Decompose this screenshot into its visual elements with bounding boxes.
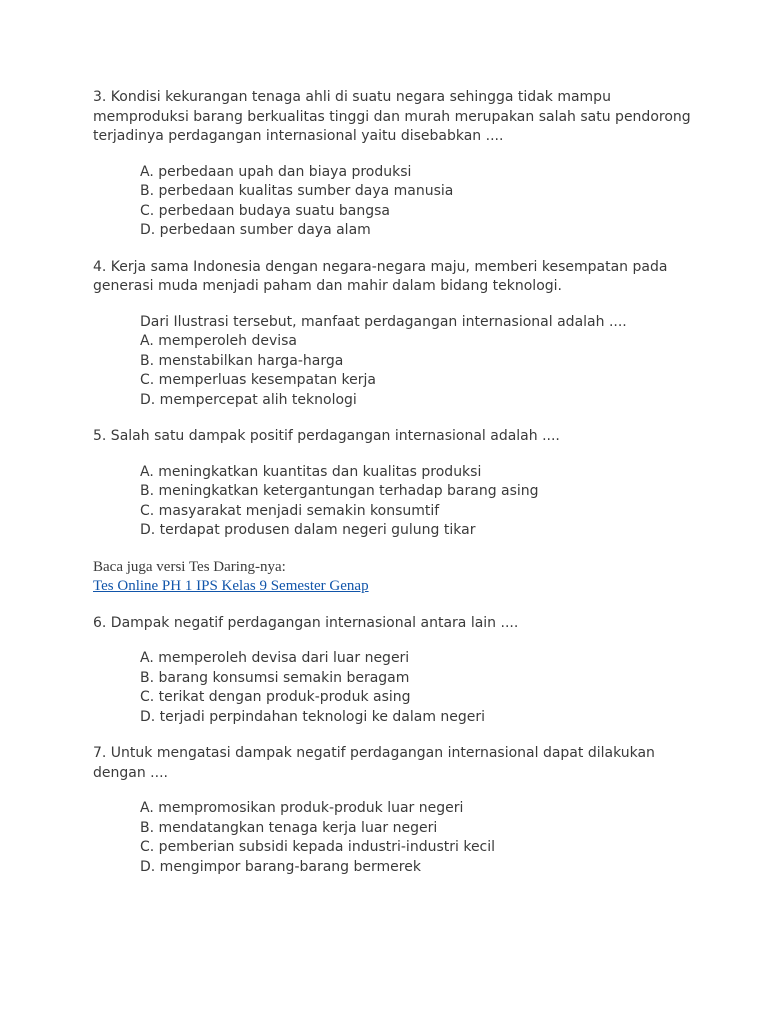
- option-a: A. mempromosikan produk-produk luar negeri: [140, 800, 464, 816]
- option-a: A. memperoleh devisa dari luar negeri: [140, 650, 410, 666]
- option-b: B. menstabilkan harga-harga: [140, 352, 344, 369]
- option-a: A. memperoleh devisa: [140, 333, 298, 349]
- question-line: dengan ....: [93, 764, 168, 781]
- question-6: [93, 614, 693, 728]
- question-line: 6. Dampak negatif perdagangan internasional antara lain ....: [93, 614, 519, 631]
- option-b: B. perbedaan kualitas sumber daya manusia: [140, 183, 454, 199]
- option-a: A. meningkatkan kuantitas dan kualitas produksi: [140, 463, 482, 480]
- question-line: memproduksi barang berkualitas tinggi dan murah merupakan salah satu pendorong: [93, 108, 691, 125]
- question-5-options: [140, 463, 693, 541]
- question-3: [93, 88, 693, 241]
- question-line: terjadinya perdagangan internasional yaitu disebabkan ....: [93, 128, 504, 144]
- question-6-text: [93, 614, 693, 634]
- question-4: [93, 258, 693, 411]
- question-7-options: [140, 799, 693, 877]
- option-c: C. perbedaan budaya suatu bangsa: [140, 202, 390, 219]
- option-c: C. pemberian subsidi kepada industri-industri kecil: [140, 839, 496, 855]
- option-a: A. perbedaan upah dan biaya produksi: [140, 163, 412, 180]
- question-7-text: [93, 744, 693, 783]
- option-d: D. mengimpor barang-barang bermerek: [140, 858, 421, 875]
- option-b: B. mendatangkan tenaga kerja luar negeri: [140, 819, 438, 836]
- option-d: D. mempercepat alih teknologi: [140, 391, 357, 408]
- option-d: D. terjadi perpindahan teknologi ke dalam negeri: [140, 708, 486, 725]
- question-4-text: [93, 258, 693, 297]
- option-d: D. perbedaan sumber daya alam: [140, 222, 371, 238]
- question-3-options: [140, 163, 693, 241]
- option-b: B. barang konsumsi semakin beragam: [140, 669, 410, 686]
- read-also-link[interactable]: Tes Online PH 1 IPS Kelas 9 Semester Genap: [93, 578, 369, 594]
- question-5: [93, 427, 693, 541]
- question-5-text: [93, 427, 693, 447]
- document-page: [93, 88, 693, 877]
- option-c: C. terikat dengan produk-produk asing: [140, 689, 411, 705]
- question-line: 5. Salah satu dampak positif perdagangan internasional adalah ....: [93, 428, 560, 444]
- read-also-label: Baca juga versi Tes Daring-nya:: [93, 558, 286, 575]
- option-b: B. meningkatkan ketergantungan terhadap barang asing: [140, 483, 539, 499]
- read-also-section: [93, 558, 693, 597]
- question-4-intro: Dari Ilustrasi tersebut, manfaat perdagangan internasional adalah ....: [140, 313, 627, 330]
- question-3-text: [93, 88, 693, 147]
- question-line: 4. Kerja sama Indonesia dengan negara-negara maju, memberi kesempatan pada: [93, 258, 668, 275]
- option-c: C. memperluas kesempatan kerja: [140, 372, 376, 388]
- question-4-options: [140, 332, 693, 410]
- option-d: D. terdapat produsen dalam negeri gulung tikar: [140, 522, 476, 538]
- question-line: 7. Untuk mengatasi dampak negatif perdagangan internasional dapat dilakukan: [93, 745, 655, 761]
- question-6-options: [140, 649, 693, 727]
- option-c: C. masyarakat menjadi semakin konsumtif: [140, 502, 440, 519]
- question-line: generasi muda menjadi paham dan mahir dalam bidang teknologi.: [93, 278, 562, 294]
- question-7: [93, 744, 693, 877]
- question-line: 3. Kondisi kekurangan tenaga ahli di suatu negara sehingga tidak mampu: [93, 89, 611, 105]
